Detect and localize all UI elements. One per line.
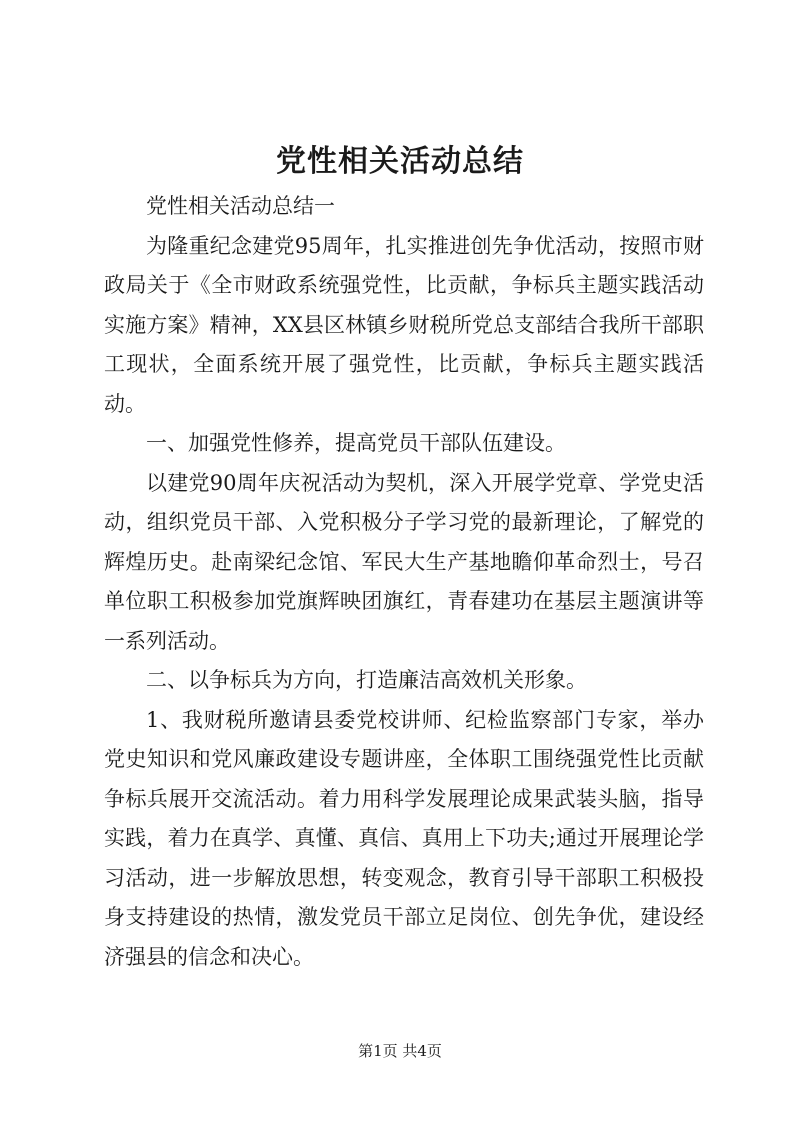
paragraph-subtitle: 党性相关活动总结一 bbox=[146, 194, 335, 218]
document-body bbox=[104, 187, 704, 977]
page-number-footer: 第1页 共4页 bbox=[358, 1042, 442, 1060]
document-title: 党性相关活动总结 bbox=[276, 144, 524, 179]
section-heading-2: 二、以争标兵为方向，打造廉洁高效机关形象。 bbox=[146, 668, 587, 692]
paragraph-section-2-item-1: 1、我财税所邀请县委党校讲师、纪检监察部门专家，举办党史知识和党风廉政建设专题讲座，全体职工围绕强党性比贡献争标兵展开交流活动。着力用科学发展理论成果武装头脑，指导实践，着力在真学、真懂、真信、真用上下功夫;通过开展理论学习活动，进一步解放思想，转变观念，教育引导干部职工积极投身支持建设的热情，激发党员干部立足岗位、创先争优，建设经济强县的信念和决心。 bbox=[104, 707, 704, 969]
paragraph-section-1: 以建党90周年庆祝活动为契机，深入开展学党章、学党史活动，组织党员干部、入党积极分子学习党的最新理论，了解党的辉煌历史。赴南梁纪念馆、军民大生产基地瞻仰革命烈士，号召单位职工积极参加党旗辉映团旗红，青春建功在基层主题演讲等一系列活动。 bbox=[104, 470, 704, 653]
section-heading-1: 一、加强党性修养，提高党员干部队伍建设。 bbox=[146, 431, 566, 455]
paragraph-intro: 为隆重纪念建党95周年，扎实推进创先争优活动，按照市财政局关于《全市财政系统强党性，比贡献，争标兵主题实践活动实施方案》精神，XX县区林镇乡财税所党总支部结合我所干部职工现状，全面系统开展了强党性，比贡献，争标兵主题实践活动。 bbox=[104, 233, 704, 416]
